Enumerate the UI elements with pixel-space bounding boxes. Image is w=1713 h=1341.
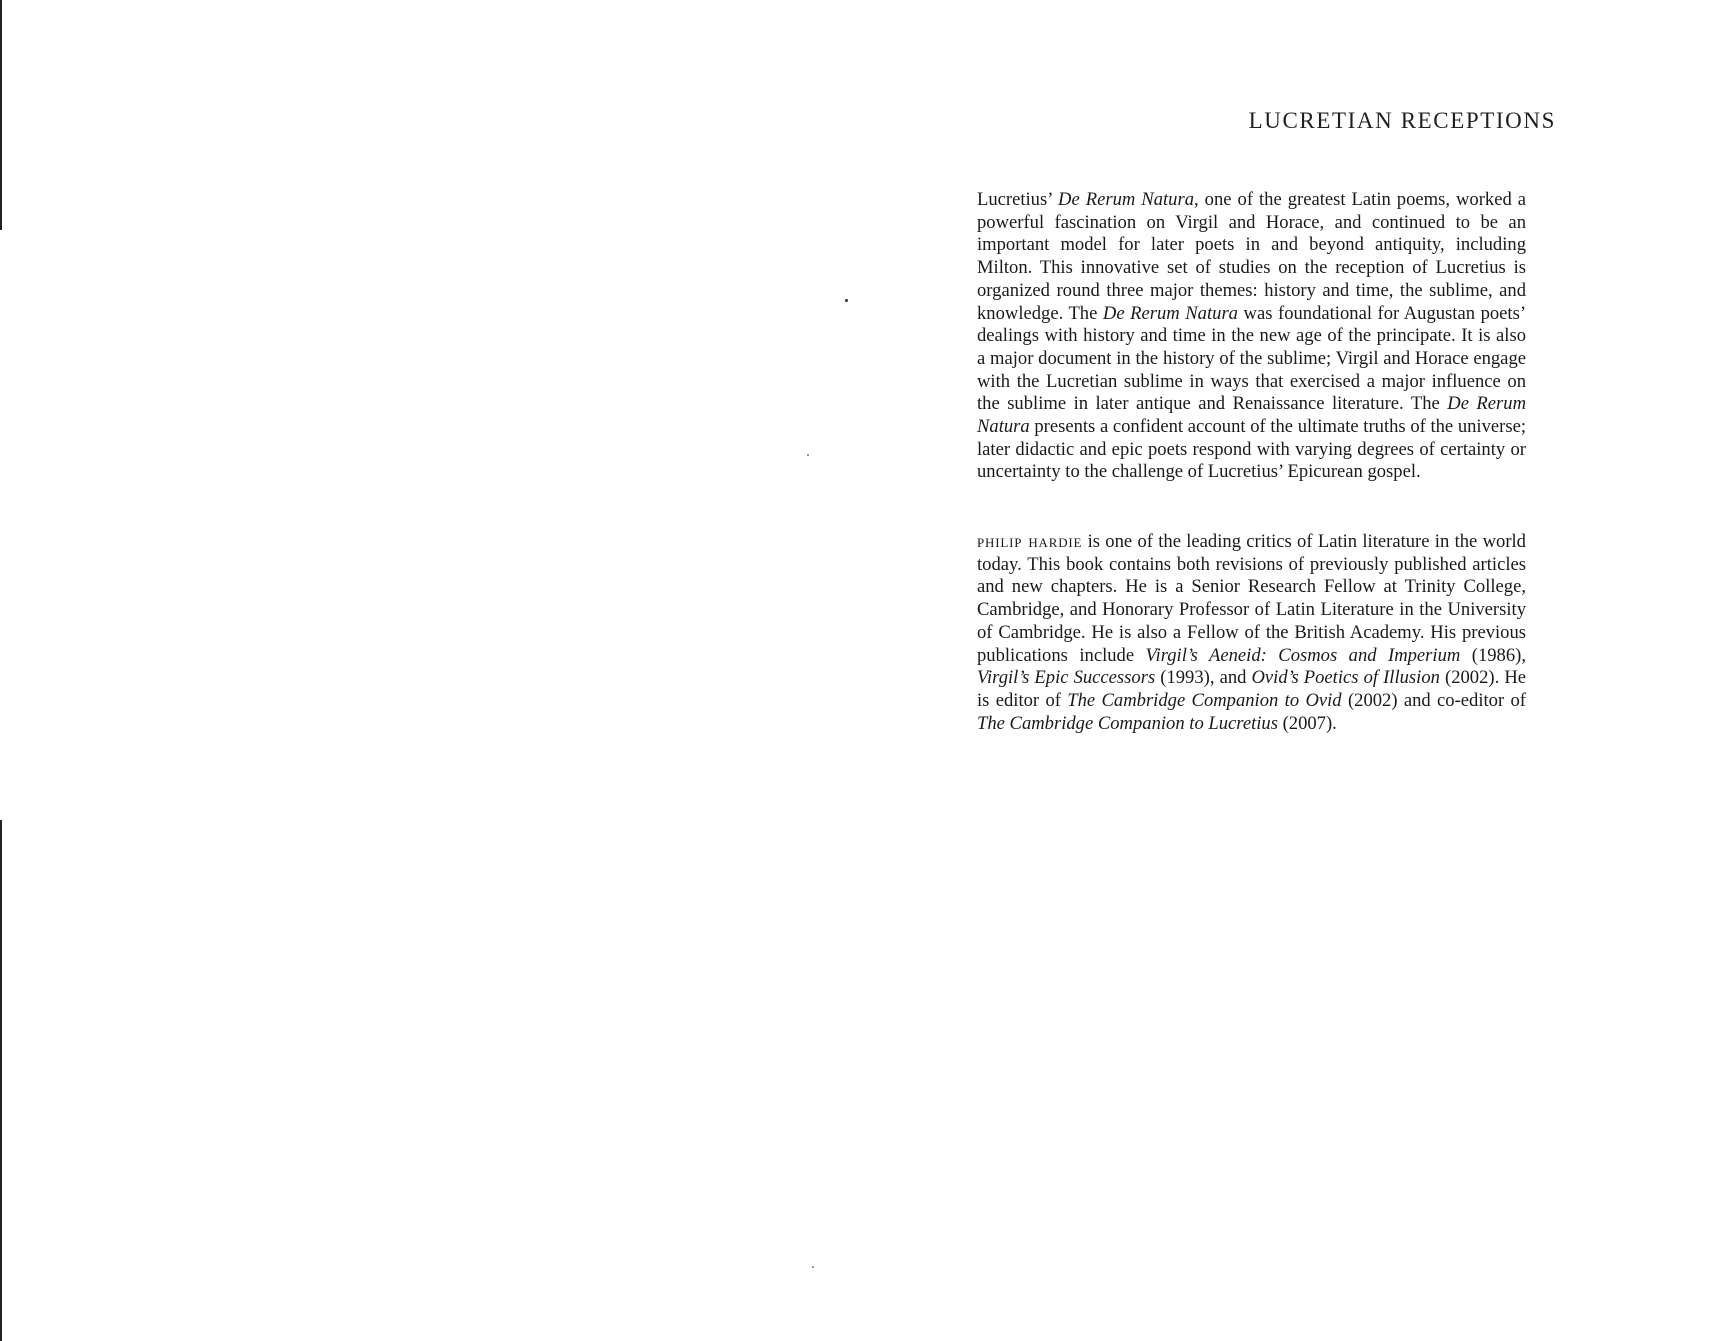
- author-bio-text: [977, 531, 1526, 734]
- scan-speck: [812, 1266, 814, 1268]
- italic-title-segment: De Rerum Natura: [1102, 302, 1238, 324]
- italic-title-segment: Ovid’s Poetics of Illusion: [1251, 667, 1440, 689]
- book-title: LUCRETIAN RECEPTIONS: [1248, 108, 1556, 133]
- text-segment: (1986),: [1460, 644, 1526, 666]
- italic-title-segment: The Cambridge Companion to Ovid: [1067, 689, 1342, 711]
- text-segment: (2002) and co-editor of: [1341, 689, 1526, 711]
- author-bio: [977, 531, 1526, 735]
- text-segment: Lucretius’: [977, 189, 1059, 210]
- text-segment: (2007).: [1277, 712, 1337, 734]
- italic-title-segment: Virgil’s Epic Successors: [977, 667, 1156, 689]
- right-page-half-title: [850, 0, 1713, 1341]
- text-segment: , one of the greatest Latin poems, worked a powerful fascination on Virgil and Horace, and continued to be an important model for later poets in and beyond antiquity, including Milton. This innovative set of studies on the reception of Lucretius is organized round three major themes: history and time, the sublime, and knowledge. The: [977, 189, 1527, 324]
- text-segment: presents a confident account of the ultimate truths of the universe; later didactic and epic poets respond with varying degrees of certainty or uncertainty to the challenge of Lucretius’ Epicurean gospel.: [977, 416, 1526, 483]
- text-segment: (2002). He is editor of: [977, 667, 1527, 711]
- italic-title-segment: De Rerum Natura: [977, 393, 1527, 438]
- text-segment: (1993), and: [1155, 667, 1252, 689]
- text-segment: is one of the leading critics of Latin literature in the world today. This book contains both revisions of previously published articles and new chapters. He is a Senior Research Fellow at Trinity College, Cambridge, and Honorary Professor of Latin Literature in the University of Cambridge. He is also a Fellow of the British Academy. His previous publications include: [977, 531, 1526, 666]
- italic-title-segment: The Cambridge Companion to Lucretius: [977, 712, 1278, 734]
- text-segment: was foundational for Augustan poets’ dealings with history and time in the new age of the principate. It is also a major document in the history of the sublime; Virgil and Horace engage with the Lucretian sublime in ways that exercised a major influence on the sublime in later antique and Renaissance literature. The: [977, 302, 1527, 415]
- author-name: philip hardie: [977, 531, 1083, 552]
- italic-title-segment: Virgil’s Aeneid: Cosmos and Imperium: [1145, 644, 1461, 666]
- left-page-blank: [0, 0, 850, 1341]
- scan-edge-mark: [0, 820, 2, 1341]
- scan-edge-mark: [0, 0, 2, 230]
- scan-speck: [845, 299, 848, 302]
- italic-title-segment: De Rerum Natura: [1058, 189, 1195, 210]
- book-description: [977, 189, 1526, 484]
- scan-speck: [807, 454, 809, 456]
